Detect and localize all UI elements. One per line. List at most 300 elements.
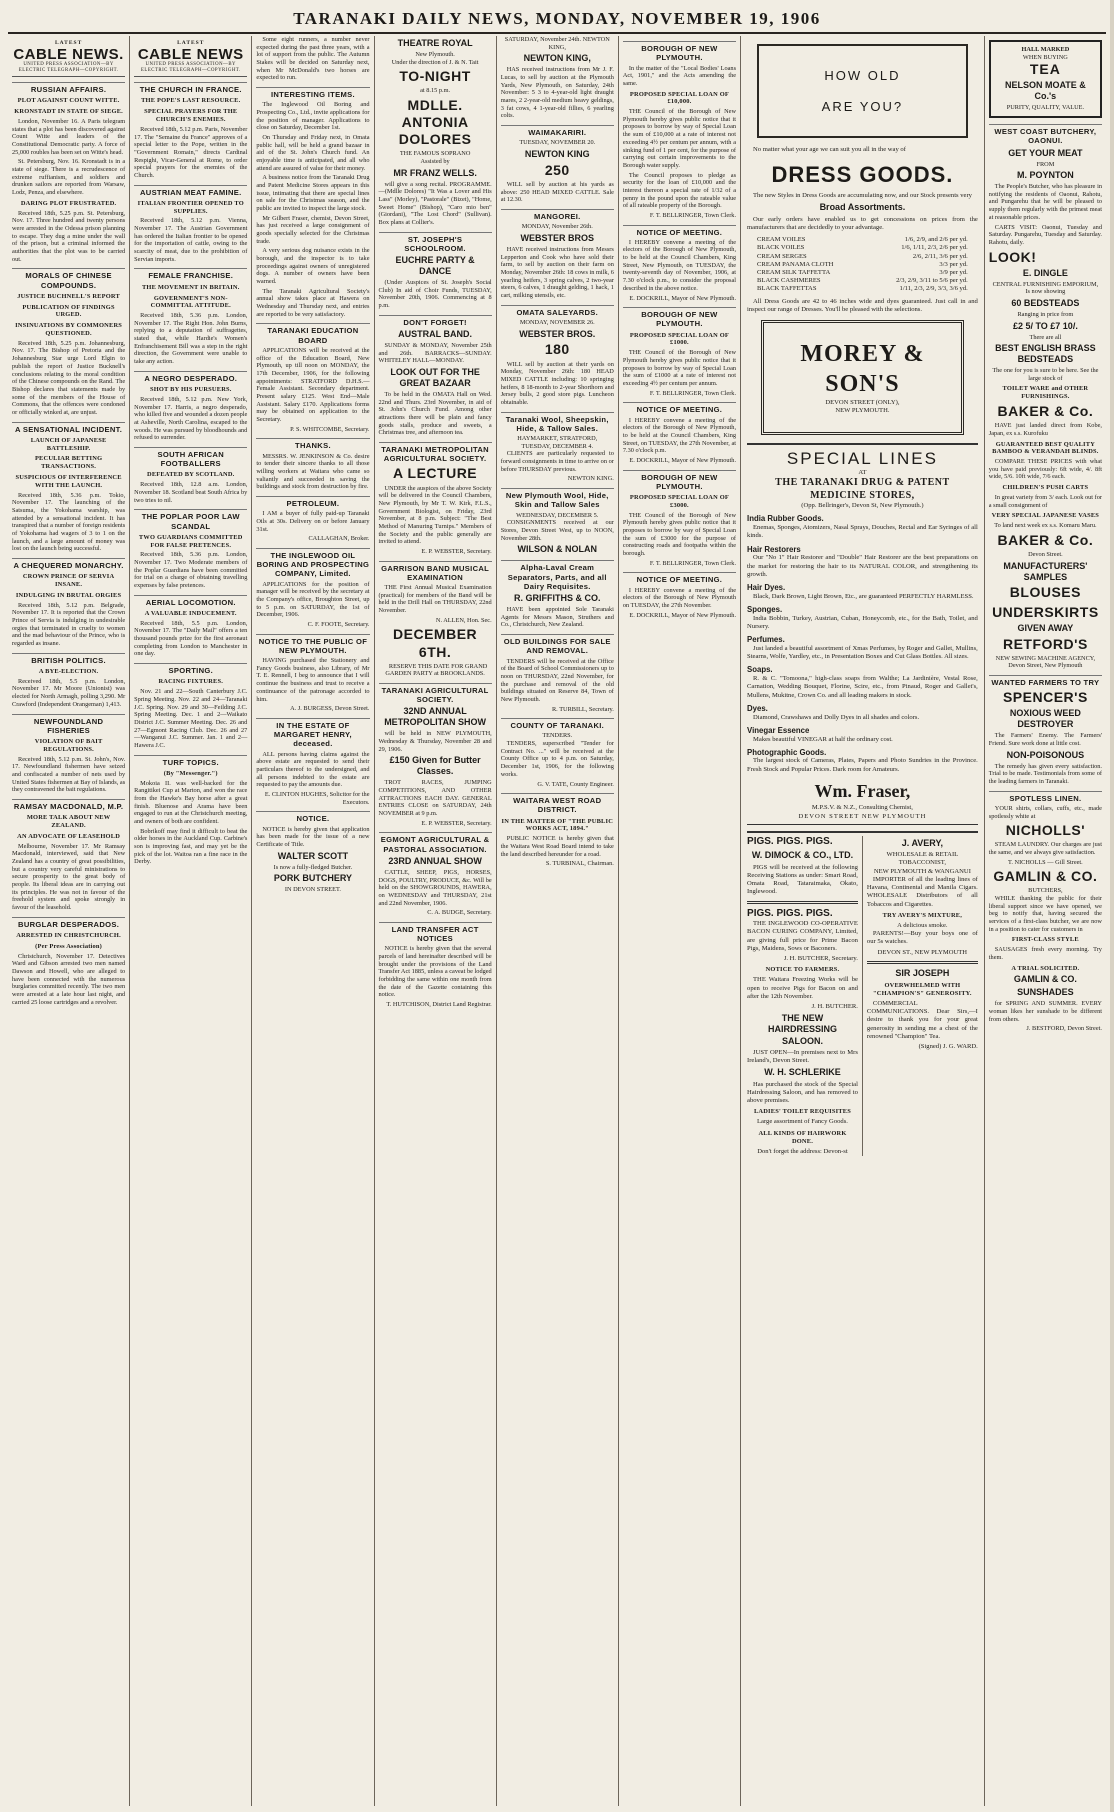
subhead: RACING FIXTURES. — [158, 678, 224, 686]
ad-text: NEW SEWING MACHINE AGENCY, — [995, 654, 1096, 662]
lower-ads-left — [747, 836, 858, 1156]
item-name: CREAM VOILES — [757, 236, 806, 244]
ad-text: YOUR shirts, collars, cuffs, etc., made spotlessly white at — [988, 804, 1102, 820]
notice-text: APPLICATIONS will be received at the office of the Education Board, New Plymouth, up till noon on MONDAY, the 17th December, 1906, for the following appointments: STRATFORD D.H.S.—Female Assistant. Secondary department. Present salary £125. West End—Male Assistant. Salary £170. Applications forms may be obtained on application to the Secretary. — [256, 346, 370, 423]
product-text: R. & C. "Tomoona," high-class soaps from Walthe; La Jardinière, Vestal Rose, Carnation, Wedding Bouquet, Florine, Scire, etc., from Pinaud, Roger and Gallet's, Mullens, Mukitne, Crown Co. and all leading makers in stock. — [747, 675, 978, 699]
ad-text: WEDNESDAY, DECEMBER 5. — [516, 511, 599, 519]
ad-text: Is now a fully-fledged Butcher. — [273, 863, 353, 871]
ad-heading: Taranaki Wool, Sheepskin, Hide, & Tallow Sales. — [501, 412, 614, 434]
item-name: CREAM PANAMA CLOTH — [757, 260, 834, 268]
ad-text: MONDAY, November 26th. — [521, 223, 593, 231]
ad-heading: EGMONT AGRICULTURAL & PASTORAL ASSOCIATION. — [379, 832, 492, 854]
notice-text: In the matter of the "Local Bodies' Loans Act, 1901," and the Acts amending the same. — [622, 64, 737, 87]
ad-text: TROT RACES, JUMPING COMPETITIONS, AND OTHER ATTRACTIONS EACH DAY. GENERAL ENTRIES CLOSE on SATURDAY, 24th NOVEMBER at 9 p.m. — [378, 779, 492, 818]
ad-heading: NEWTON KING, — [523, 53, 591, 64]
headline: THE CHURCH IN FRANCE. — [134, 82, 247, 94]
ad-text: WILL sell by auction at their yards on Monday, November 26th: 180 HEAD MIXED CATTLE including: 10 springing heifers, 8 18-month to 2-year Shorthorn and Jersey bulls, 2 good store pigs. Luncheon obtainable. — [500, 360, 614, 406]
ad-heading: Alpha-Laval Cream Separators, Parts, and all Dairy Requisites. — [501, 560, 614, 591]
price-row — [757, 269, 968, 277]
pigs-heading: PIGS. PIGS. PIGS. — [747, 835, 833, 847]
brand-name: NELSON MOATE & Co.'s — [1004, 80, 1086, 102]
notice-text: THE Council of the Borough of New Plymouth hereby gives public notice that it proposes to borrow by way of Special Loan the sum of £3000 for the purpose of constructing roads and footpaths within the borough. — [622, 511, 737, 558]
ad-heading: LOOK OUT FOR THE GREAT BAZAAR — [390, 367, 480, 388]
article-text: Received 18th, 5.5 p.m. London, November 17. Mr Moore (Unionist) was elected for North Armagh, polling 3,290. Mr Crawford (Independent Orangeman) 1,413. — [12, 677, 126, 708]
price-row — [757, 236, 968, 244]
subhead: SHOT BY HIS PURSUERS. — [149, 386, 232, 394]
product-text: India Bobbin, Turkey, Austrian, Cuban, Honeycomb, etc., for the Bath, Toilet, and Nursery. — [747, 614, 978, 630]
special-lines-title: SPECIAL LINES — [786, 448, 938, 468]
product-heading: Perfumes. — [747, 635, 785, 645]
columns — [8, 36, 1106, 1806]
subhead: THE MOVEMENT IN BRITAIN. — [141, 283, 240, 291]
ad-text: The Farmers' Enemy. The Farmers' Friend. Sure work done at little cost. — [988, 732, 1102, 747]
product-heading: Dyes. — [747, 703, 768, 713]
notice-heading: NOTICE OF MEETING. — [623, 572, 736, 584]
ad-text: There are all — [1029, 333, 1062, 341]
ad-text: will be held in NEW PLYMOUTH, Wednesday & Thursday, November 28 and 29, 1906. — [378, 730, 492, 753]
notice-heading: IN THE ESTATE OF MARGARET HENRY, deceased. — [256, 718, 369, 749]
kicker: LATEST — [177, 40, 205, 46]
product-text: Makes beautiful VINEGAR at half the ordinary cost. — [753, 735, 893, 743]
ad-text: CENTRAL FURNISHING EMPORIUM, — [992, 280, 1099, 288]
lower-ads — [747, 831, 978, 1156]
price-row — [757, 261, 968, 269]
notice-text: NOTICE is hereby given that the several parcels of land hereinafter described will be brought under the provisions of the Land Transfer Act 1885, unless a caveat be lodged forbidding the same within one month from the date of the Gazette containing this notice. — [378, 945, 492, 999]
notice-heading: TARANAKI EDUCATION BOARD — [256, 323, 369, 345]
notice-text: I AM a buyer of fully paid-up Taranaki Oils at 30s. Delivery on or before January 31st. — [256, 510, 370, 533]
item-price: 1/6, 1/11, 2/3, 2/6 per yd. — [901, 244, 968, 252]
product-heading: Photographic Goods. — [747, 747, 827, 757]
subhead: (Per Press Association) — [35, 942, 102, 950]
article-text: St. Petersburg, Nov. 16. Kronstadt is in a state of siege. There is a recrudescence of extreme ruffianism, and soldiers and drunken sailors are reported from Warsaw, Lodz, Penza, and elsewhere. — [12, 158, 126, 197]
ad-text: In great variety from 3/ each. Look out for a small consignment of — [988, 493, 1102, 509]
notice-subhead: IN THE MATTER OF "THE PUBLIC WORKS ACT, 1894." — [501, 817, 614, 833]
signature: E. DOCKRILL, Mayor of New Plymouth. — [629, 294, 737, 302]
headline: INTERESTING ITEMS. — [256, 87, 369, 99]
price-row — [757, 277, 968, 285]
ad-subhead: GUARANTEED BEST QUALITY BAMBOO & VERANDAH BLINDS. — [992, 440, 1099, 456]
ad-title: NICHOLLS' — [1005, 822, 1086, 839]
product-text: The largest stock of Cameras, Plates, Papers and Photo Sundries in the Province. Fresh Stock and Popular Prices. Dark room for Amateurs. — [747, 757, 978, 773]
product-text: Our "No 1" Hair Restorer and "Double" Hair Restorer are the best preparations on the market for restoring the hair to its NATURAL COLOR, and strengthening its growth. — [747, 554, 978, 578]
tea-word: TEA — [1029, 61, 1061, 78]
item-price: 2/3, 2/9, 3/11 to 5/6 per yd. — [896, 277, 968, 285]
ad-text: (Under Auspices of St. Joseph's Social Club) In aid of Choir Funds, TUESDAY, November 20th, 1906. Commencing at 8 p.m. — [378, 279, 492, 310]
ad-heading: £2 5/ TO £7 10/. — [1012, 320, 1078, 331]
notice-text: HAVING purchased the Stationery and Fancy Goods business, also Library, of Mr T. E. Rennell, I beg to announce that I will continue the business and trust to receive a continuance of the patronage accorded to him. — [256, 657, 370, 703]
ad-heading: GET YOUR MEAT — [1008, 147, 1083, 158]
subhead: MORE TALK ABOUT NEW ZEALAND. — [26, 814, 111, 830]
notice-text: APPLICATIONS for the position of manager will be received by the secretary at the Company's office, Broughton Street, up to 5 p.m. on SATURDAY, the 1st of December, 1906. — [256, 580, 370, 619]
ad-title: BAKER & Co. — [997, 531, 1094, 548]
ad-text: Ranging in price from — [1017, 310, 1074, 318]
ad-text: THE INGLEWOOD CO-OPERATIVE BACON CURING COMPANY, Limited, are giving full price for Prime Bacon Pigs, Maidens, Sows or Baconers. — [747, 920, 858, 952]
subhead: ARRESTED IN CHRISTCHURCH. — [16, 931, 121, 939]
notice-text: PUBLIC NOTICE is hereby given that the Waitara West Road Board intend to take the land described hereunder for a road. — [500, 835, 614, 858]
item-name: BLACK TAFFETTAS — [757, 285, 817, 293]
section-subtitle: UNITED PRESS ASSOCIATION—BY ELECTRIC TELEGRAPH—COPYRIGHT. — [134, 62, 247, 77]
store-name: THE TARANAKI DRUG & PATENT MEDICINE STORES, — [775, 477, 950, 501]
subhead: CROWN PRINCE OF SERVIA INSANE. — [22, 573, 115, 589]
notice-subhead: PROPOSED SPECIAL LOAN OF £3000. — [629, 494, 729, 509]
ad-subhead: CHILDREN'S PUSH CARTS — [1002, 484, 1089, 492]
ad-title: 250 — [544, 161, 570, 178]
signature: J. BESTFORD, Devon Street. — [1026, 1025, 1102, 1033]
ad-heading: MANUFACTURERS' SAMPLES — [1003, 560, 1088, 582]
item-name: BLACK VOILES — [757, 244, 805, 252]
ad-heading: BEST ENGLISH BRASS BEDSTEADS — [995, 343, 1096, 365]
notice-heading: LAND TRANSFER ACT NOTICES — [379, 922, 492, 944]
store-address: (Opp. Bellringer's, Devon St, New Plymouth.) — [801, 502, 924, 510]
subhead: PUBLICATION OF FINDINGS URGED. — [22, 303, 115, 319]
product-text: Enemas, Sponges, Atomizers, Nasal Sprays, Douches, Rectal and Ear Syringes of all kinds. — [747, 524, 978, 540]
ad-heading: WEST COAST BUTCHERY, OAONUI. — [989, 124, 1102, 146]
ad-heading: WAIMAKARIRI. — [501, 125, 614, 137]
ad-text: WHEN BUYING — [1022, 53, 1068, 61]
notice-text: NOTICE is hereby given that application has been made for the issue of a new Certificate of Title. — [256, 825, 370, 848]
notice-text: TENDERS, superscribed "Tender for Contract No. ..." will be received at the County Office up to 4 p.m. on Saturday, December 1st, 1906, for the following works. — [500, 740, 614, 778]
special-lines-ad — [747, 443, 978, 825]
subhead: INSINUATIONS BY COMMONERS QUESTIONED. — [15, 322, 123, 337]
subhead: SPECIAL PRAYERS FOR THE CHURCH'S ENEMIES. — [144, 108, 238, 124]
signature: T. HUTCHISON, District Land Registrar. — [386, 1001, 492, 1009]
ad-text: DEVON ST., NEW PLYMOUTH — [877, 948, 968, 956]
ad-text: WILL sell by auction at his yards as above: 250 HEAD MIXED CATTLE. Sale at 12.30. — [500, 180, 614, 204]
ad-heading: ALL KINDS OF HAIRWORK DONE. — [758, 1129, 847, 1145]
notice-text: ALL persons having claims against the above estate are requested to send their particulars thereof to the undersigned, and all persons indebted to the estate are requested to pay the amounts due. — [256, 750, 370, 789]
avery-address: NEW PLYMOUTH & WANGANUI — [873, 867, 971, 875]
ad-heading: DON'T FORGET! — [379, 315, 492, 327]
ad-heading: WALTER SCOTT — [277, 850, 349, 861]
ad-text: CLIENTS are particularly requested to forward consignments in time to arrive on or before THURSDAY previous. — [500, 450, 614, 473]
product-text: Diamond, Crawshaws and Dolly Dyes in all shades and colors. — [753, 713, 920, 721]
subhead: (By "Messenger.") — [163, 769, 218, 777]
item-name: BLACK CASHMERES — [757, 277, 821, 285]
signature: F. T. BELLRINGER, Town Clerk. — [649, 211, 737, 219]
headline: FEMALE FRANCHISE. — [134, 268, 247, 280]
headline: A SENSATIONAL INCIDENT. — [12, 422, 125, 434]
notice-heading: THE INGLEWOOD OIL BORING AND PROSPECTING COMPANY, Limited. — [256, 548, 369, 579]
ad-text: CATTLE, SHEEP, PIGS, HORSES, DOGS, POULTRY, PRODUCE, &c. Will be held on the SHOWGROUNDS, HAWERA, on WEDNESDAY and THURSDAY, 21st and 22nd November, 1906. — [378, 868, 492, 907]
article-text: The Taranaki Agricultural Society's annual show takes place at Hawera on Wednesday and Thursday next, and entries are reported to be very satisfactory. — [256, 287, 370, 318]
notice-text: THE Council of the Borough of New Plymouth hereby gives public notice that it proposes to borrow by way of Special Loan the sum of £1000 at a rate of interest not exceeding 4½ per centum per annum. — [622, 349, 737, 387]
signature: F. T. BELLRINGER, Town Clerk. — [649, 559, 737, 567]
ad-heading: MR FRANZ WELLS. — [393, 167, 477, 178]
ad-title: BAKER & Co. — [997, 403, 1094, 420]
ad-subhead: FIRST-CLASS STYLE — [1011, 936, 1079, 944]
product-text: Just landed a beautiful assortment of Xmas Perfumes, by Roger and Gallet, Mullins, Stearns, Wolfe, Yardley, etc., in Presentation Boxes and Cut Glass Bottles. All sizes. — [747, 644, 978, 661]
subhead: GOVERNMENT'S NON-COMMITTAL ATTITUDE. — [150, 294, 231, 310]
pigs-heading: PIGS. PIGS. PIGS. — [747, 907, 833, 919]
article-text: Received 18th, 5.12 p.m. Paris, November 17. The "Semaine du France" approves of a special letter to the Pope, written in the "Government Romain," directs Cardinal Respighi, Vicar-General at Rome, to order special prayers for the enemies of the Church. — [134, 125, 248, 179]
article-text: Received 18th, 5.36 p.m. Tokio, November 17. The launching of the Satsuma, the Yokohama warship, was attended by a sensational incident. It has transpired that a number of foreign residents of Yokohama had wagers of 3 to 1 on the launch, and a large amount of money was lost on the launch being successful. — [12, 491, 126, 553]
headline: SPORTING. — [134, 663, 247, 675]
ad-text: Is now showing — [1025, 288, 1066, 296]
ad-title: A LECTURE — [393, 465, 478, 482]
notice-text: TENDERS will be received at the Office of the Board of School Commissioners up to noon on THURSDAY, 22nd November, for the purchase and removal of the old buildings situated on Reserve 84, Town of New Plymouth. — [500, 657, 614, 703]
subhead: TWO GUARDIANS COMMITTED FOR FALSE PRETENCES. — [138, 533, 243, 549]
notice-subhead: PROPOSED SPECIAL LOAN OF £10,000. — [629, 90, 729, 106]
signature: (Signed) J. G. WARD. — [918, 1043, 978, 1051]
subhead: PECULIAR BETTING TRANSACTIONS. — [34, 455, 103, 471]
ad-text: The remedy has given every satisfaction. Trial to be made. Testimonials from some of the leading farmers in Taranaki. — [988, 762, 1102, 785]
notice-heading: THANKS. — [256, 438, 369, 450]
morey-town: NEW PLYMOUTH. — [835, 407, 890, 415]
ad-text: Large assortment of Fancy Goods. — [757, 1118, 848, 1126]
product-heading: Hair Restorers — [747, 544, 801, 554]
ad-heading: 23RD ANNUAL SHOW — [388, 855, 482, 866]
ad-heading: WEBSTER BROS — [520, 232, 595, 243]
wide-ad-area — [741, 36, 985, 1806]
ad-heading: GIVEN AWAY — [1017, 622, 1074, 633]
headline: AERIAL LOCOMOTION. — [134, 595, 247, 607]
fraser-address: DEVON STREET NEW PLYMOUTH — [798, 812, 927, 820]
ad-text: HAYMARKET, STRATFORD, — [517, 435, 598, 443]
ad-heading: THEATRE ROYAL — [397, 38, 473, 48]
notice-text: I HEREBY convene a meeting of the electors of the Borough of New Plymouth, to be held at the Council Chambers, King Street, New Plymouth, on TUESDAY, the twenty-seventh day of November, 1906, at 7.30 o'clock p.m., to consider the proposal described in the above notice. — [622, 238, 737, 292]
ad-text: Under the direction of J. & N. Tait — [391, 58, 479, 66]
article-text: Bobrikoff may find it difficult to beat the older horses in the Auckland Cup. Carbine's son is improving fast, and may yet be the pick of the lot. Waitoa ran a fine race in the Derby. — [134, 827, 248, 866]
ad-text: PARENTS!—Buy your boys one of our 5s watches. — [866, 930, 978, 946]
article-text: Received 18th, 5.5 p.m. London, November 17. The "Daily Mail" offers a ten thousand pounds prize for the first aeronaut completing from London to Manchester in one day. — [134, 619, 248, 658]
headline: AUSTRIAN MEAT FAMINE. — [134, 185, 247, 197]
subhead: AN ADVOCATE OF LEASEHOLD — [17, 832, 121, 840]
article-text: Received 18th, 5.25 p.m. St. Petersburg, Nov. 17. Three hundred and twenty persons were arrested in the Odessa prison planning to escape. They dug a mine under the wall of the prison, but a criminal informed the authorities that the plot was to be carried out. — [12, 209, 126, 263]
ad-title: GAMLIN & CO. — [993, 868, 1098, 885]
ad-title: DECEMBER 6TH. — [393, 626, 478, 660]
ad-text: A delicious smoke. — [897, 921, 948, 929]
ad-title: 180 — [544, 341, 570, 358]
ad-headline: ARE YOU? — [821, 99, 904, 115]
signature: E. P. WEBSTER, Secretary. — [421, 547, 492, 555]
column-2 — [130, 36, 252, 1806]
signature: NEWTON KING. — [567, 475, 614, 483]
ad-text: Devon Street, New Plymouth — [1008, 662, 1083, 670]
notice-text: I HEREBY convene a meeting of the electors of the Borough of New Plymouth, to be held at the Council Chambers, King Street, on TUESDAY, the 27th November, at 7.30 o'clock p.m. — [622, 416, 737, 455]
subhead: VIOLATION OF BAIT REGULATIONS. — [34, 738, 103, 753]
subhead: DEFEATED BY SCOTLAND. — [147, 471, 235, 479]
ad-text: The People's Butcher, who has pleasure in notifying the residents of Oaonui, Rahotu, and Pungarehu that he will be pleased to supply them regularly with the primest meat at reasonable prices. — [988, 183, 1102, 221]
ad-subhead: TOILET WARE and OTHER FURNISHINGS. — [1002, 385, 1089, 401]
notice-heading: BOROUGH OF NEW PLYMOUTH. — [623, 470, 736, 492]
notice-heading: OLD BUILDINGS FOR SALE AND REMOVAL. — [501, 634, 614, 656]
lower-ads-right — [862, 836, 978, 1156]
headline: BRITISH POLITICS. — [12, 653, 125, 665]
column-4 — [375, 36, 497, 1806]
ad-text: SUNDAY & MONDAY, November 25th and 26th. BARRACKS—SUNDAY. WHITELEY HALL—MONDAY. — [378, 341, 492, 365]
ad-text: COMMERCIAL COMMUNICATIONS. Dear Sirs,—I desire to thank you for your great generosity in sending me a chest of the renowned "Champion" Tea. — [866, 1000, 978, 1040]
headline: RAMSAY MACDONALD, M.P. — [12, 799, 125, 811]
ad-title: SPENCER'S — [1002, 689, 1088, 706]
subhead: A VALUABLE INDUCEMENT. — [144, 609, 237, 617]
product-heading: India Rubber Goods. — [747, 514, 824, 524]
headline: NEWFOUNDLAND FISHERIES — [12, 714, 125, 736]
article-text: Melbourne, November 17. Mr Ramsay Macdonald, interviewed, said that New Zealand has a country of great possibilities, but a country very careful ministrations to secure prosperity to the great body of people. Its liberal ideas are in carrying out its principles. He was not in favour of the freehold system and spoke strongly in favour of the leasehold. — [12, 842, 126, 912]
notice-heading: NOTICE. — [256, 811, 369, 823]
ad-heading: SPOTLESS LINEN. — [989, 791, 1102, 803]
signature: F. T. BELLRINGER, Town Clerk. — [649, 389, 737, 397]
signature: C. A. BUDGE, Secretary. — [427, 909, 492, 917]
ad-text: New Plymouth. — [415, 50, 455, 58]
signature: A. J. BURGESS, Devon Street. — [290, 705, 370, 713]
ad-heading: PORK BUTCHERY — [273, 873, 353, 884]
divider — [747, 901, 858, 904]
divider — [867, 961, 978, 964]
ad-text: HAVE received instructions from Messrs Lepperton and Cook who have sold their farm, to sell by auction on their farm on Monday, November 26th: 18 cows in milk, 6 yearling heifers, 3 spring calves, 2 two-year steers, 6 calves, 1 draught gelding, 1 hack, 1 cart, milking utensils, etc. — [500, 245, 614, 299]
product-text: Black, Dark Brown, Light Brown, Etc., are guaranteed PERFECTLY HARMLESS. — [753, 592, 974, 600]
ad-text: IN DEVON STREET. — [284, 886, 341, 894]
notice-heading: NOTICE TO THE PUBLIC OF NEW PLYMOUTH. — [256, 634, 369, 656]
notice-heading: NOTICE TO FARMERS. — [765, 966, 840, 974]
ad-text: No matter what your age we can suit you all in the way of — [753, 146, 906, 154]
article-text: Received 18th, 5.12 p.m. St. John's, Nov. 17. Newfoundland fishermen have seized and confiscated a number of nets used by United States fishermen at Bay of Islands, as they contravened the bait regulations. — [12, 755, 126, 794]
ad-text: SATURDAY, November 24th. NEWTON KING, — [504, 36, 610, 51]
ad-text: CARTS VISIT: Oaonui, Tuesday and Saturday. Pungarehu, Tuesday and Saturday. Rahotu, daily. — [988, 223, 1102, 246]
article-text: A very serious dog nuisance exists in the borough, and the inspector is to take proceedings against owners of unregistered dogs. A number of owners have been warned. — [256, 247, 370, 286]
ad-heading: LADIES' TOILET REQUISITES — [753, 1108, 851, 1116]
article-text: Nov. 21 and 22—South Canterbury J.C. Spring Meeting. Nov. 22 and 24—Taranaki J.C. Spring. Nov. 29 and 30—Feilding J.C. Spring Meeting. Dec. 1 and 2—Waikato District J.C. Summer Meeting. Dec. 26 and 27—Egmont Racing Club. Dec. 26 and 27—Wanganui J.C. Summer. Jan. 1 and 2—Hawera J.C. — [134, 688, 248, 749]
subhead: THE POPE'S LAST RESOURCE. — [141, 97, 241, 105]
subhead: PLOT AGAINST COUNT WITTE. — [17, 97, 120, 105]
article-text: London, November 16. A Paris telegram states that a plot has been discovered against Count Witte and leaders of the Constitutional Democratic party. A force of 25,000 roubles has been set on Witte's head. — [12, 118, 126, 156]
ad-heading: 32ND ANNUAL METROPOLITAN SHOW — [384, 706, 487, 728]
article-text: Mokoia II. was well-backed for the Rangitikei Cup at Marton, and won the race from the Hawke's Bay horse after a great finish. Bluenose and Arama have been engaged to run at the Christchurch meeting, and owners of both are confident. — [134, 779, 248, 826]
signature: J. H. BUTCHER, Secretary. — [783, 955, 858, 963]
signature: E. DOCKRILL, Mayor of New Plymouth. — [629, 611, 737, 619]
notice-heading: PETROLEUM. — [256, 496, 369, 508]
article-text: Received 18th, 5.25 p.m. Johannesburg, Nov. 17. The Bishop of Pretoria and the Johannesburg Star urge Lord Elgin to publish the report of Justice Bucknell's conclusions relating to the moral condition of the Chinese compounds on the Rand. The Bishop declares that statements made by some of the members of the House of Commons, that the offences were condoned or officially winked at, are unjust. — [12, 339, 126, 416]
price-row — [757, 285, 968, 293]
kicker: LATEST — [54, 40, 83, 46]
ad-heading: GAMLIN & CO. — [1013, 974, 1077, 985]
signature: E. CLINTON HUGHES, Solicitor for the Executors. — [264, 790, 370, 806]
dimock-name: W. DIMOCK & CO., LTD. — [751, 850, 854, 861]
article-text: Christchurch, November 17. Detectives Ward and Gibson arrested two men named Dawson and Howell, who are alleged to have been connected with the numerous burglaries committed recently. The two men were arrested at a late hour last night, and carried 25 loose cartridges and a revolver. — [12, 952, 126, 1006]
ad-text: FROM — [1036, 160, 1055, 168]
ad-heading: SIR JOSEPH — [895, 967, 950, 978]
ad-title: MDLLE. ANTONIA DOLORES — [398, 97, 472, 148]
ad-heading: MANGOREI. — [501, 209, 614, 221]
product-heading: Vinegar Essence — [747, 725, 810, 735]
signature: J. H. BUTCHER. — [811, 1002, 858, 1010]
ad-text: TUESDAY, DECEMBER 4. — [521, 442, 594, 450]
ad-text: HAVE been appointed Sole Taranaki Agents for Messrs Mason, Struthers and Co., Christchurch, New Zealand. — [500, 606, 614, 629]
ad-subhead: VERY SPECIAL JAPANESE VASES — [991, 512, 1100, 520]
avery-name: J. AVERY, — [901, 837, 943, 848]
ad-heading: WILSON & NOLAN — [517, 544, 598, 555]
signature: S. TURBINAL, Chairman. — [545, 860, 614, 868]
headline: SOUTH AFRICAN FOOTBALLERS — [134, 447, 247, 469]
article-text: Received 18th, 12.8 a.m. London, November 18. Scotland beat South Africa by two tries to nil. — [134, 481, 248, 504]
ad-text: Assisted by — [420, 157, 450, 165]
ad-text: THE First Annual Musical Examination (practical) for members of the Band will be held in the Drill Hall on THURSDAY, 22nd November. — [378, 584, 492, 615]
price-row — [757, 244, 968, 252]
column-right — [985, 36, 1106, 1806]
hairdressing-title: THE NEW HAIRDRESSING SALOON. — [767, 1013, 837, 1046]
ad-text: HAVE just landed direct from Kobe, Japan, ex s.s. Kurofuku — [988, 422, 1102, 437]
ad-heading: EUCHRE PARTY & DANCE — [395, 255, 475, 277]
headline: THE POPLAR POOR LAW SCANDAL — [134, 509, 247, 531]
ad-heading: TARANAKI AGRICULTURAL SOCIETY. — [379, 683, 492, 705]
notice-text: THE Council of the Borough of New Plymouth hereby gives public notice that it proposes to borrow by way of Special Loan the sum of £10,000 at a rate of interest not exceeding 4½ per centum per annum, with a sinking fund of 1 per cent, for the purpose of carrying out certain improvements to the Borough water supply. — [622, 108, 737, 169]
ad-heading: WANTED FARMERS TO TRY — [989, 675, 1102, 687]
morey-logo-box — [761, 320, 964, 434]
ad-heading: GARRISON BAND MUSICAL EXAMINATION — [379, 561, 492, 583]
ad-heading: AUSTRAL BAND. — [398, 329, 473, 340]
item-price: 3/9 per yd. — [939, 269, 968, 276]
notice-heading: BOROUGH OF NEW PLYMOUTH. — [623, 307, 736, 329]
section-subtitle: UNITED PRESS ASSOCIATION—BY ELECTRIC TELEGRAPH—COPYRIGHT. — [12, 62, 125, 77]
item-price: 1/6, 2/9, and 2/6 per yd. — [904, 236, 968, 244]
tea-ad-box — [989, 40, 1102, 118]
ad-text: JUST OPEN—In premises next to Mrs Ireland's, Devon Street. — [747, 1048, 858, 1065]
ad-text: for SPRING AND SUMMER. EVERY woman likes her sunshade to be different from others. — [988, 1000, 1102, 1023]
subhead: LAUNCH OF JAPANESE BATTLESHIP. — [30, 436, 107, 452]
broad-assortments: Broad Assortments. — [819, 202, 906, 213]
ad-text: THE FAMOUS SOPRANO — [399, 150, 471, 158]
ad-text: HAS received instructions from Mr J. F. Lucas, to sell by auction at the Plymouth Yards, New Plymouth, on Saturday, 24th November: 5 3 to 4-year-old light draught mares, 2 2-year-old medium heavy geldings, 3 fat cows, 4 1-year-old fillies, 6 yearling colts. — [500, 66, 614, 120]
notice-heading: COUNTY OF TARANAKI. — [501, 718, 614, 730]
ad-heading: ST. JOSEPH'S SCHOOLROOM. — [379, 232, 492, 254]
article-text: The Inglewood Oil Boring and Prospecting Co., Ltd., invite applications for the position of manager. Applications to close on Saturday, December 1st. — [256, 101, 370, 132]
ad-text: at 8.15 p.m. — [420, 87, 451, 95]
ad-text: To land next week ex s.s. Komaru Maru. — [994, 522, 1097, 530]
headline: BURGLAR DESPERADOS. — [12, 917, 125, 929]
morey-address: DEVON STREET (ONLY), — [825, 399, 900, 407]
item-name: CREAM SERGES — [757, 252, 807, 260]
ad-headline: HOW OLD — [824, 68, 901, 83]
subhead: DARING PLOT FRUSTRATED. — [20, 199, 117, 207]
column-6 — [619, 36, 741, 1806]
ad-heading: NOXIOUS WEED DESTROYER — [1009, 708, 1081, 730]
dress-goods-price-list — [757, 236, 968, 294]
headline: TURF TOPICS. — [134, 755, 247, 767]
ad-text: Has purchased the stock of the Special Hairdressing Saloon, and has removed to above premises. — [747, 1080, 858, 1105]
subhead: SUSPICIOUS OF INTERFERENCE WITH THE LAUNCH. — [15, 474, 122, 489]
how-old-ad-box — [757, 44, 968, 138]
avery-title: WHOLESALE & RETAIL TOBACCONIST, — [886, 851, 959, 867]
ad-heading: NON-POISONOUS — [1006, 749, 1085, 760]
ad-text: UNDER the auspices of the above Society will be delivered in the Council Chambers, New Plymouth, by Mr T. W. Kirk, F.L.S., Government Biologist, on Friday, 23rd November, at 8 p.m. Subject: "The Best Method of Manuring Turnips." Members of the Society and the public generally are invited to attend. — [378, 484, 492, 546]
ad-title: UNDERSKIRTS — [992, 603, 1099, 620]
ad-text: will give a song recital. PROGRAMME.—(Mdlle Dolores) "It Was a Lover and His Lass" (Morley), "Pastorale" (Bizet), "Home, Sweet Home" (Bishop), "Caro mio ben" (Giordani), "The Lost Chord" (Sullivan). Box plans at Collier's. — [378, 180, 492, 226]
column-5 — [497, 36, 619, 1806]
ad-heading: New Plymouth Wool, Hide, Skin and Tallow Sales — [501, 488, 614, 510]
page-edge — [1110, 0, 1114, 1812]
section-title: CABLE NEWS. — [13, 45, 124, 63]
item-price: 1/11, 2/3, 2/9, 3/3, 3/6 yd. — [899, 285, 968, 293]
dress-goods-title: DRESS GOODS. — [771, 161, 954, 187]
special-lines-at: AT — [858, 468, 867, 476]
ad-text: RESERVE THIS DATE FOR GRAND GARDEN PARTY at BROOKLANDS. — [385, 662, 488, 678]
article-text: Received 18th, 5.12 p.m. Belgrade, November 17. It is reported that the Crown Prince of Servia is indulging in undesirable orgies that terminated in cruelty to women and the mad behaviour of the Prince, who is regarded as insane. — [12, 601, 126, 648]
subhead: ITALIAN FRONTIER OPENED TO SUPPLIES. — [137, 199, 244, 215]
ad-text: T. NICHOLLS — Gill Street. — [1008, 858, 1083, 866]
ad-text: WHILE thanking the public for their liberal support since we have opened, we beg to notify that, having secured the services of a first-class butcher, we are now in a position to cater for customers in — [988, 895, 1102, 933]
notice-heading: NOTICE OF MEETING. — [623, 225, 736, 237]
article-text: A business notice from the Taranaki Drug and Patent Medicine Stores appears in this issue, intimating that there are special lines on sale for the Christmas season, and the public are invited to inspect the large stock. — [256, 174, 370, 213]
ad-heading: SUNSHADES — [1017, 987, 1074, 998]
ad-heading: 60 BEDSTEADS — [1011, 297, 1080, 308]
ad-text: The one for you is sure to be here. See the large stock of — [992, 367, 1099, 382]
ad-title: BLOUSES — [1009, 584, 1081, 601]
ad-text: IMPORTER of all the leading lines of Havana, Continental and Manila Cigars. WHOLESALE Distributors of all Tobaccos and Cigarettes. — [866, 875, 978, 908]
notice-heading: NOTICE OF MEETING. — [623, 402, 736, 414]
signature: G. V. TATE, County Engineer. — [537, 780, 614, 788]
ad-title: RETFORD'S — [1002, 635, 1088, 652]
article-text: Received 18th, 5.36 p.m. London, November 17. The Right Hon. John Burns, replying to a deputation of suffragettes, stated that, while Hardie's Women's Enfranchisement Bill was a step in the right direction, the Government were unable to take any action. — [134, 312, 248, 366]
ad-heading: £150 Given for Butter Classes. — [389, 755, 481, 777]
